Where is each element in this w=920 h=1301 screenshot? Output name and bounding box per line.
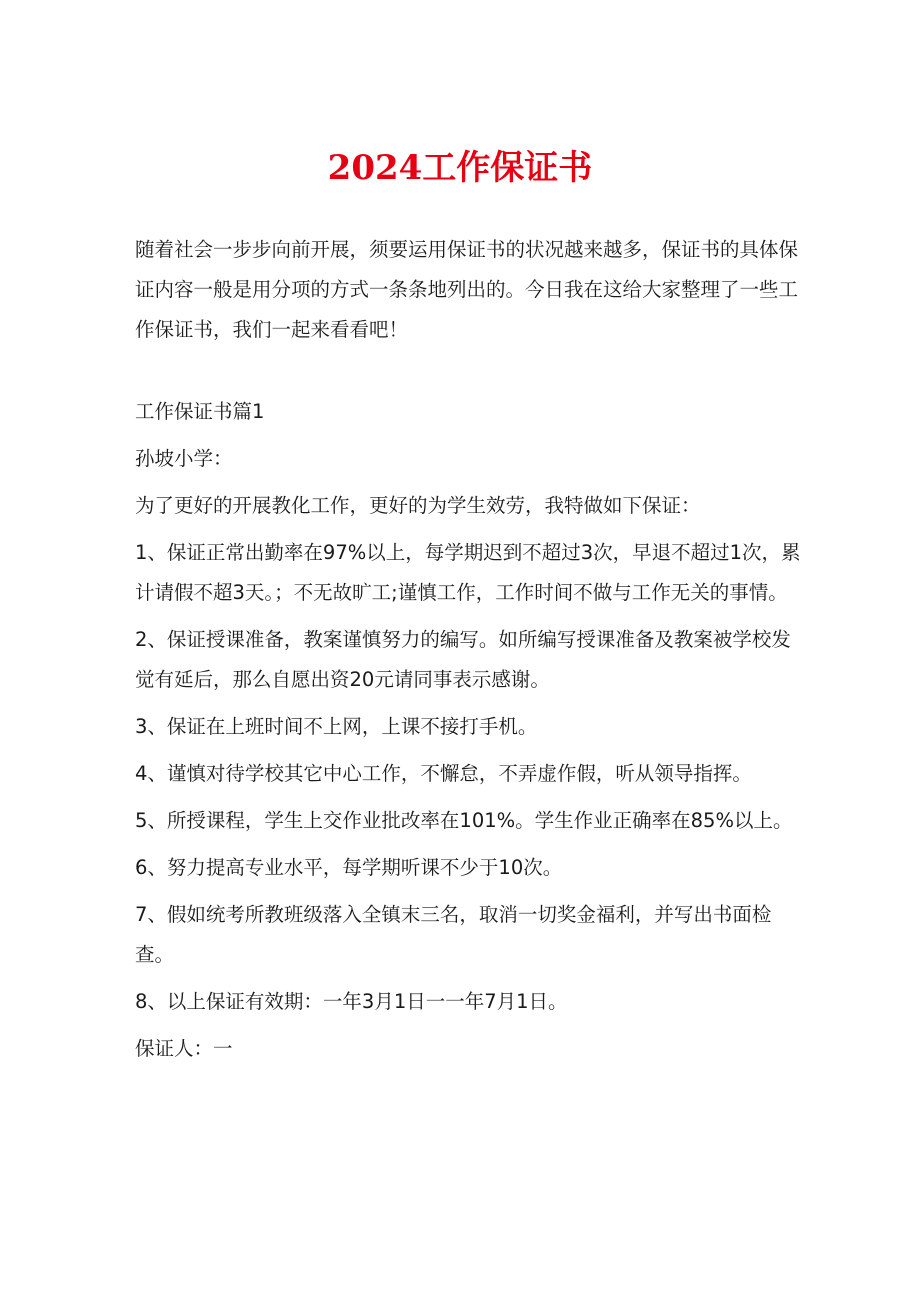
intro-paragraph: 随着社会一步步向前开展，须要运用保证书的状况越来越多，保证书的具体保证内容一般是用分项的方式一条条地列出的。今日我在这给大家整理了一些工作保证书，我们一起来看看吧！ — [135, 238, 799, 341]
opening-line: 为了更好的开展教化工作，更好的为学生效劳，我特做如下保证： — [135, 494, 701, 517]
list-item: 3、保证在上班时间不上网，上课不接打手机。 — [135, 715, 538, 738]
document-title: 2024工作保证书 — [327, 148, 593, 188]
recipient-line: 孙坡小学： — [135, 447, 233, 470]
section-heading: 工作保证书篇1 — [135, 400, 265, 423]
list-item: 4、谨慎对待学校其它中心工作，不懈怠，不弄虚作假，听从领导指挥。 — [135, 762, 752, 785]
list-item: 7、假如统考所教班级落入全镇末三名，取消一切奖金福利，并写出书面检查。 — [135, 903, 772, 966]
list-item: 1、保证正常出勤率在97%以上，每学期迟到不超过3次，早退不超过1次，累计请假不超3天。；不无故旷工;谨慎工作，工作时间不做与工作无关的事情。 — [135, 541, 801, 604]
list-item: 6、努力提高专业水平，每学期听课不少于10次。 — [135, 856, 563, 879]
list-item: 5、所授课程，学生上交作业批改率在101%。学生作业正确率在85%以上。 — [135, 809, 793, 832]
signature-line: 保证人：一 — [135, 1037, 233, 1060]
document-body — [135, 230, 805, 1076]
list-item: 2、保证授课准备，教案谨慎努力的编写。如所编写授课准备及教案被学校发觉有延后，那么自愿出资20元请同事表示感谢。 — [135, 628, 791, 691]
list-item: 8、以上保证有效期：一年3月1日一一年7月1日。 — [135, 990, 568, 1013]
